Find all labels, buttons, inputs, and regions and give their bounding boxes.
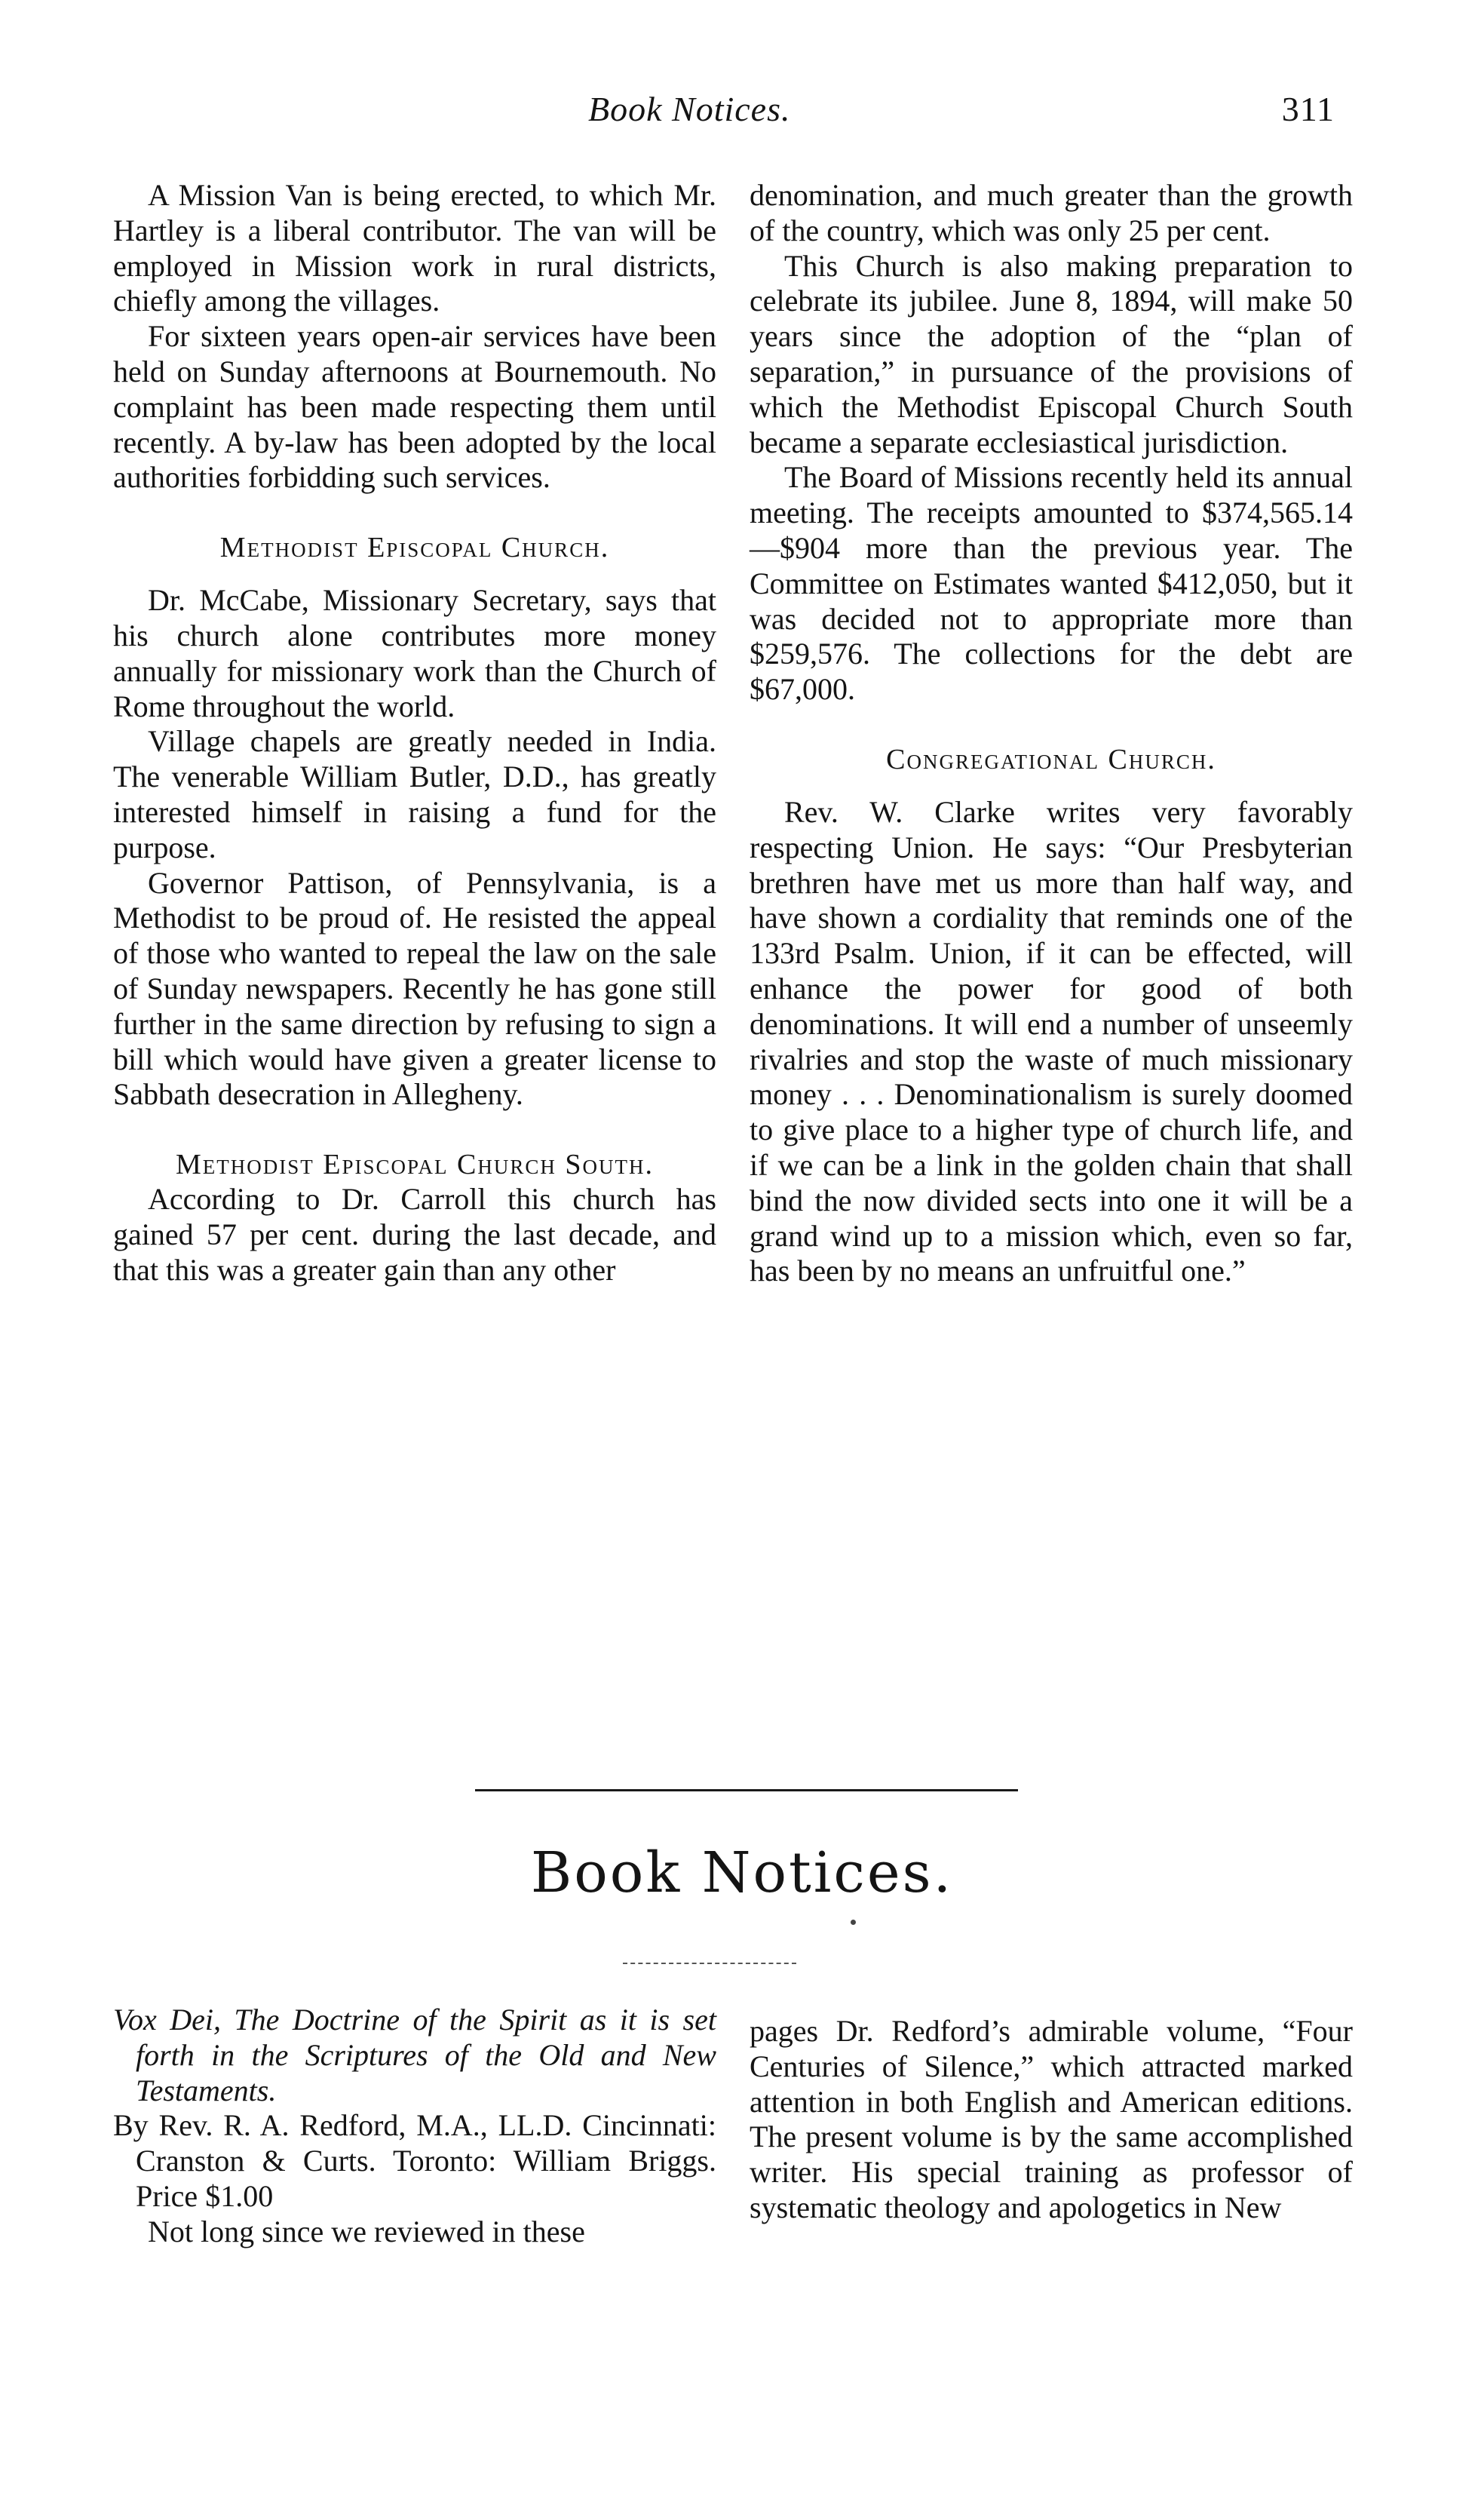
running-title: Book Notices. <box>588 90 791 128</box>
ink-speck <box>851 1920 856 1925</box>
paragraph-review-start: Not long since we reviewed in these <box>148 2214 585 2248</box>
heading-methodist-episcopal-church-south: Methodist Episcopal Church South. <box>175 1149 655 1181</box>
book-entry-byline: By Rev. R. A. Redford, M.A., LL.D. Cincinnati: Cranston & Curts. Toronto: William Briggs. Price $1.00 <box>113 2108 716 2213</box>
left-column-bottom <box>113 2003 716 2250</box>
left-column-top <box>113 178 716 1288</box>
page-number: 311 <box>1281 90 1335 128</box>
ornamental-rule <box>623 1963 796 1964</box>
paragraph-village-chapels: Village chapels are greatly needed in India. The venerable William Butler, D.D., has greatly interested himself in raising a fund for the purpose. <box>113 724 716 864</box>
paragraph-jubilee: This Church is also making preparation to celebrate its jubilee. June 8, 1894, will make 50 years since the adoption of the “plan of separation,” in pursuance of the provisions of which the Methodist Episcopal Church South became a separate ecclesiastical jurisdiction. <box>750 248 1353 459</box>
right-column-top <box>750 178 1353 1289</box>
heading-methodist-episcopal-church: Methodist Episcopal Church. <box>219 532 610 564</box>
heading-congregational-church: Congregational Church. <box>886 743 1216 775</box>
paragraph-board-of-missions: The Board of Missions recently held its annual meeting. The receipts amounted to $374,565.14—$904 more than the previous year. The Committee on Estimates wanted $412,050, but it was decided not to appropriate more than $259,576. The collections for the debt are $67,000. <box>750 460 1353 707</box>
right-column-bottom <box>750 2014 1353 2226</box>
paragraph-open-air-services: For sixteen years open-air services have been held on Sunday afternoons at Bournemouth. No complaint has been made respecting them until recently. A by-law has been adopted by the local authorities forbidding such services. <box>113 319 716 495</box>
paragraph-carroll: According to Dr. Carroll this church has gained 57 per cent. during the last decade, and that this was a greater gain than any other <box>113 1182 716 1287</box>
paragraph-mccabe: Dr. McCabe, Missionary Secretary, says that his church alone contributes more money annually for missionary work than the Church of Rome throughout the world. <box>113 583 716 723</box>
section-divider <box>475 1789 1018 1791</box>
paragraph-review-continued: pages Dr. Redford’s admirable volume, “Four Centuries of Silence,” which attracted marked attention in both English and American editions. The present volume is by the same accomplished writer. His special training as professor of systematic theology and apologetics in New <box>750 2014 1353 2224</box>
paragraph-clarke-union: Rev. W. Clarke writes very favorably respecting Union. He says: “Our Presbyterian brethren have met us more than half way, and have shown a cordiality that reminds one of the 133rd Psalm. Union, if it can be effected, will enhance the power for good of both denominations. It will end a number of unseemly rivalries and stop the waste of much missionary money . . . Denominationalism is surely doomed to give place to a higher type of church life, and if we can be a link in the golden chain that shall bind the now divided sects into one it will be a grand wind up to a mission which, even so far, has been by no means an unfruitful one.” <box>750 794 1353 1288</box>
paragraph-pattison: Governor Pattison, of Pennsylvania, is a Methodist to be proud of. He resisted the appeal of those who wanted to repeal the law on the sale of Sunday newspapers. Recently he has gone still further in the same direction by refusing to sign a bill which would have given a greater license to Sabbath desecration in Allegheny. <box>113 865 716 1112</box>
book-notices-title: Book Notices. <box>530 1840 954 1905</box>
book-entry-title: Vox Dei, The Doctrine of the Spirit as it is set forth in the Scriptures of the Old and New Testaments. <box>113 2003 716 2107</box>
paragraph-denomination-growth: denomination, and much greater than the growth of the country, which was only 25 per cent. <box>750 178 1353 247</box>
running-head <box>113 89 1335 142</box>
paragraph-mission-van: A Mission Van is being erected, to which Mr. Hartley is a liberal contributor. The van will be employed in Mission work in rural districts, chiefly among the villages. <box>113 178 716 318</box>
